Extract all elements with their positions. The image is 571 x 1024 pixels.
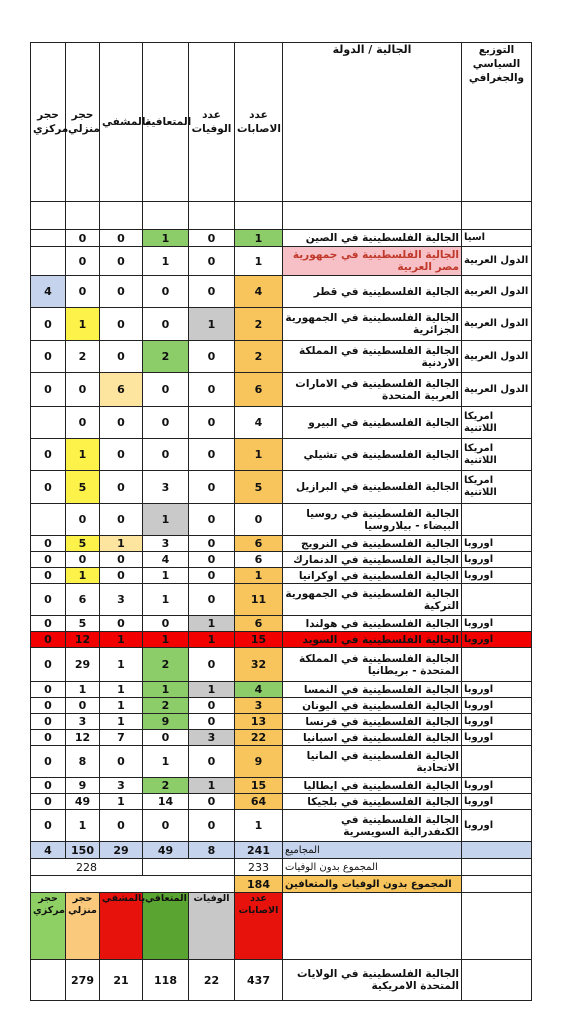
cell-hospital: 0 xyxy=(100,616,143,632)
cell-deaths: 3 xyxy=(189,730,235,746)
cell-country: الجالية الفلسطينية في جمهورية مصر العربية xyxy=(283,247,462,276)
cell-deaths: 0 xyxy=(189,247,235,276)
table-row xyxy=(31,746,532,778)
cell-hospital: 6 xyxy=(100,373,143,407)
cell-cases: 6 xyxy=(235,552,283,568)
cell-country: الجالية الفلسطينية في السويد xyxy=(283,632,462,648)
cell-home: 1 xyxy=(66,810,100,842)
cell-cases: 2 xyxy=(235,341,283,373)
cell-recovered: 1 xyxy=(143,632,189,648)
header-hospital: بالمشفي xyxy=(100,43,143,202)
cell-region xyxy=(462,746,532,778)
header-row xyxy=(31,43,532,202)
cell-hospital: 1 xyxy=(100,682,143,698)
total-home: 150 xyxy=(66,842,100,859)
cell-recovered: 0 xyxy=(143,407,189,439)
legend-cases: عدد الاصابات xyxy=(235,893,283,960)
table-row xyxy=(31,778,532,794)
cell-region: اوروبا xyxy=(462,616,532,632)
cell-recovered: 14 xyxy=(143,794,189,810)
cell-cases: 2 xyxy=(235,308,283,341)
cell-home: 0 xyxy=(66,407,100,439)
cell-home: 29 xyxy=(66,648,100,682)
legend-hospital: بالمشفي xyxy=(100,893,143,960)
cell-home: 6 xyxy=(66,584,100,616)
cell-region: امريكا اللاتنية xyxy=(462,439,532,471)
table-row xyxy=(31,552,532,568)
table-row xyxy=(31,439,532,471)
cell-recovered: 2 xyxy=(143,778,189,794)
usa-deaths: 22 xyxy=(189,960,235,1001)
cell-cases: 0 xyxy=(235,504,283,536)
header-home-quarantine: حجر منزلي xyxy=(66,43,100,202)
cell-deaths: 1 xyxy=(189,682,235,698)
no-deaths-recovered-label: المجموع بدون الوفيات والمتعافين xyxy=(283,876,462,893)
cell-hospital: 1 xyxy=(100,632,143,648)
cell-deaths: 1 xyxy=(189,308,235,341)
cell-recovered: 0 xyxy=(143,373,189,407)
cell-central: 0 xyxy=(31,648,66,682)
cell-country: الجالية الفلسطينية في الجمهورية الجزائرية xyxy=(283,308,462,341)
cell-country: الجالية الفلسطينية في الجمهورية التركية xyxy=(283,584,462,616)
cell-recovered: 3 xyxy=(143,471,189,504)
header-recovered: المتعافية xyxy=(143,43,189,202)
no-deaths-row xyxy=(31,859,532,876)
cell-hospital: 0 xyxy=(100,407,143,439)
cell-recovered: 0 xyxy=(143,730,189,746)
cell-region: اوروبا xyxy=(462,536,532,552)
table-row xyxy=(31,616,532,632)
cell-deaths: 0 xyxy=(189,276,235,308)
cell-home: 1 xyxy=(66,439,100,471)
cell-region: اوروبا xyxy=(462,714,532,730)
no-deaths-home-value: 228 xyxy=(31,859,143,876)
cell-cases: 1 xyxy=(235,810,283,842)
legend-row xyxy=(31,893,532,960)
cell-hospital: 0 xyxy=(100,746,143,778)
total-hospital: 29 xyxy=(100,842,143,859)
cell-region xyxy=(462,584,532,616)
table-row xyxy=(31,632,532,648)
cell-country: الجالية الفلسطينية في الدنمارك xyxy=(283,552,462,568)
cell-home: 12 xyxy=(66,632,100,648)
cell-central xyxy=(31,504,66,536)
no-deaths-cases-value: 233 xyxy=(235,859,283,876)
cell-deaths: 0 xyxy=(189,568,235,584)
cell-cases: 1 xyxy=(235,439,283,471)
table-row xyxy=(31,730,532,746)
cell-recovered: 1 xyxy=(143,746,189,778)
cell-hospital: 0 xyxy=(100,504,143,536)
cell-hospital: 0 xyxy=(100,341,143,373)
cell-home: 1 xyxy=(66,568,100,584)
cell-country: الجالية الفلسطينية في فرنسا xyxy=(283,714,462,730)
table-row xyxy=(31,648,532,682)
cell-deaths: 0 xyxy=(189,341,235,373)
cell-country: الجالية الفلسطينية في البيرو xyxy=(283,407,462,439)
cell-country: الجالية الفلسطينية في النرويج xyxy=(283,536,462,552)
cell-region: الدول العربية xyxy=(462,308,532,341)
cell-hospital: 1 xyxy=(100,536,143,552)
cell-cases: 64 xyxy=(235,794,283,810)
cell-home: 9 xyxy=(66,778,100,794)
cell-deaths: 0 xyxy=(189,471,235,504)
cell-cases: 3 xyxy=(235,698,283,714)
cell-country: الجالية الفلسطينية في بلجيكا xyxy=(283,794,462,810)
cell-hospital: 0 xyxy=(100,247,143,276)
cell-hospital: 3 xyxy=(100,584,143,616)
cell-region: اوروبا xyxy=(462,552,532,568)
no-deaths-recovered-value: 184 xyxy=(235,876,283,893)
cell-region: اوروبا xyxy=(462,568,532,584)
cell-region: اوروبا xyxy=(462,698,532,714)
table-row xyxy=(31,536,532,552)
usa-cases: 437 xyxy=(235,960,283,1001)
cell-deaths: 0 xyxy=(189,746,235,778)
table-row xyxy=(31,373,532,407)
cell-cases: 11 xyxy=(235,584,283,616)
cell-region: الدول العربية xyxy=(462,341,532,373)
cell-cases: 6 xyxy=(235,536,283,552)
cell-cases: 32 xyxy=(235,648,283,682)
cell-country: الجالية الفلسطينية في تشيلي xyxy=(283,439,462,471)
cell-recovered: 0 xyxy=(143,810,189,842)
cell-hospital: 3 xyxy=(100,778,143,794)
cell-home: 3 xyxy=(66,714,100,730)
cell-recovered: 1 xyxy=(143,682,189,698)
cell-region: الدول العربية xyxy=(462,247,532,276)
legend-recovered: المتعافي xyxy=(143,893,189,960)
cell-country: الجالية الفلسطينية في اسبانيا xyxy=(283,730,462,746)
totals-label: المجاميع xyxy=(283,842,462,859)
table-row xyxy=(31,794,532,810)
no-deaths-label: المجموع بدون الوفيات xyxy=(283,859,462,876)
cell-deaths: 1 xyxy=(189,778,235,794)
cell-central: 4 xyxy=(31,276,66,308)
table-row xyxy=(31,308,532,341)
cell-deaths: 0 xyxy=(189,648,235,682)
cell-deaths: 1 xyxy=(189,616,235,632)
cell-region: اوروبا xyxy=(462,810,532,842)
cell-hospital: 0 xyxy=(100,276,143,308)
header-cases: عدد الاصابات xyxy=(235,43,283,202)
cell-central: 0 xyxy=(31,730,66,746)
cell-region: الدول العربية xyxy=(462,373,532,407)
cell-central xyxy=(31,407,66,439)
cell-home: 5 xyxy=(66,471,100,504)
cell-recovered: 0 xyxy=(143,276,189,308)
cell-central: 0 xyxy=(31,536,66,552)
cell-cases: 15 xyxy=(235,632,283,648)
cell-central: 0 xyxy=(31,308,66,341)
cell-central: 0 xyxy=(31,616,66,632)
cell-hospital: 0 xyxy=(100,568,143,584)
cell-central: 0 xyxy=(31,568,66,584)
total-deaths: 8 xyxy=(189,842,235,859)
cell-region: اوروبا xyxy=(462,778,532,794)
cell-region: امريكا اللاتنية xyxy=(462,407,532,439)
cell-country: الجالية الفلسطينية في ايطاليا xyxy=(283,778,462,794)
cell-country: الجالية الفلسطينية في روسيا البيضاء - بيلاروسيا xyxy=(283,504,462,536)
cell-central: 0 xyxy=(31,584,66,616)
cell-home: 0 xyxy=(66,373,100,407)
cell-cases: 22 xyxy=(235,730,283,746)
cell-cases: 15 xyxy=(235,778,283,794)
spacer-row xyxy=(31,202,532,230)
cell-cases: 5 xyxy=(235,471,283,504)
cell-hospital: 1 xyxy=(100,648,143,682)
cell-country: الجالية الفلسطينية في الكنفدرالية السويسرية xyxy=(283,810,462,842)
cell-hospital: 1 xyxy=(100,698,143,714)
cell-central xyxy=(31,230,66,247)
cell-central: 0 xyxy=(31,682,66,698)
cell-region: الدول العربية xyxy=(462,276,532,308)
cell-cases: 1 xyxy=(235,230,283,247)
cell-hospital: 0 xyxy=(100,810,143,842)
cell-central: 0 xyxy=(31,373,66,407)
cell-country: الجالية الفلسطينية في اوكرانيا xyxy=(283,568,462,584)
cell-region xyxy=(462,648,532,682)
cell-country: الجالية الفلسطينية في البرازيل xyxy=(283,471,462,504)
cell-country: الجالية الفلسطينية في الصين xyxy=(283,230,462,247)
cell-cases: 4 xyxy=(235,682,283,698)
cell-central: 0 xyxy=(31,552,66,568)
cell-country: الجالية الفلسطينية في المملكة الاردنية xyxy=(283,341,462,373)
table-row xyxy=(31,698,532,714)
cell-region: اوروبا xyxy=(462,682,532,698)
cell-country: الجالية الفلسطينية في قطر xyxy=(283,276,462,308)
cell-region xyxy=(462,504,532,536)
cell-region: اسيا xyxy=(462,230,532,247)
total-cases: 241 xyxy=(235,842,283,859)
cell-home: 1 xyxy=(66,308,100,341)
cell-central: 0 xyxy=(31,698,66,714)
cell-deaths: 1 xyxy=(189,632,235,648)
cell-recovered: 1 xyxy=(143,247,189,276)
cell-recovered: 1 xyxy=(143,584,189,616)
table-row xyxy=(31,276,532,308)
cell-hospital: 7 xyxy=(100,730,143,746)
cell-home: 0 xyxy=(66,698,100,714)
cell-country: الجالية الفلسطينية في اليونان xyxy=(283,698,462,714)
cell-cases: 4 xyxy=(235,276,283,308)
cell-deaths: 0 xyxy=(189,584,235,616)
cell-recovered: 0 xyxy=(143,439,189,471)
table-row xyxy=(31,341,532,373)
cell-recovered: 2 xyxy=(143,698,189,714)
cell-recovered: 3 xyxy=(143,536,189,552)
cell-deaths: 0 xyxy=(189,552,235,568)
usa-row xyxy=(31,960,532,1001)
cell-central: 0 xyxy=(31,746,66,778)
cell-cases: 9 xyxy=(235,746,283,778)
table-row xyxy=(31,810,532,842)
cell-country: الجالية الفلسطينية في هولندا xyxy=(283,616,462,632)
cell-central: 0 xyxy=(31,810,66,842)
legend-central: حجر مركزي xyxy=(31,893,66,960)
cell-home: 8 xyxy=(66,746,100,778)
table-row xyxy=(31,247,532,276)
usa-hospital: 21 xyxy=(100,960,143,1001)
table-row xyxy=(31,230,532,247)
cell-home: 0 xyxy=(66,247,100,276)
cell-central xyxy=(31,247,66,276)
cell-recovered: 2 xyxy=(143,341,189,373)
cell-hospital: 0 xyxy=(100,230,143,247)
cell-home: 0 xyxy=(66,230,100,247)
header-region: التوزيع السياسي والجغرافي xyxy=(462,43,532,202)
cell-deaths: 0 xyxy=(189,698,235,714)
cell-home: 0 xyxy=(66,552,100,568)
cell-recovered: 0 xyxy=(143,308,189,341)
cell-central: 0 xyxy=(31,439,66,471)
cell-deaths: 0 xyxy=(189,407,235,439)
cell-recovered: 1 xyxy=(143,504,189,536)
cell-recovered: 0 xyxy=(143,616,189,632)
usa-home: 279 xyxy=(66,960,100,1001)
cell-deaths: 0 xyxy=(189,504,235,536)
cell-home: 5 xyxy=(66,616,100,632)
cell-central: 0 xyxy=(31,341,66,373)
cell-cases: 1 xyxy=(235,568,283,584)
cell-hospital: 0 xyxy=(100,439,143,471)
cell-central: 0 xyxy=(31,794,66,810)
totals-row xyxy=(31,842,532,859)
cell-home: 12 xyxy=(66,730,100,746)
cell-country: الجالية الفلسطينية في الامارات العربية المتحدة xyxy=(283,373,462,407)
total-recovered: 49 xyxy=(143,842,189,859)
cell-recovered: 9 xyxy=(143,714,189,730)
cell-home: 5 xyxy=(66,536,100,552)
cell-cases: 6 xyxy=(235,373,283,407)
cell-cases: 13 xyxy=(235,714,283,730)
table-row xyxy=(31,714,532,730)
covid-cases-table xyxy=(30,42,532,1001)
cell-hospital: 0 xyxy=(100,552,143,568)
cell-deaths: 0 xyxy=(189,373,235,407)
cell-central: 0 xyxy=(31,714,66,730)
cell-hospital: 0 xyxy=(100,471,143,504)
no-deaths-recovered-row xyxy=(31,876,532,893)
cell-central: 0 xyxy=(31,778,66,794)
cell-country: الجالية الفلسطينية في النمسا xyxy=(283,682,462,698)
table-row xyxy=(31,568,532,584)
table-row xyxy=(31,471,532,504)
cell-recovered: 1 xyxy=(143,568,189,584)
usa-recovered: 118 xyxy=(143,960,189,1001)
cell-cases: 1 xyxy=(235,247,283,276)
header-deaths: عدد الوفيات xyxy=(189,43,235,202)
cell-deaths: 0 xyxy=(189,714,235,730)
usa-central xyxy=(31,960,66,1001)
table-row xyxy=(31,407,532,439)
cell-region: اوروبا xyxy=(462,730,532,746)
cell-home: 0 xyxy=(66,504,100,536)
table-row xyxy=(31,584,532,616)
cell-deaths: 0 xyxy=(189,439,235,471)
header-country: الجالية / الدولة xyxy=(283,43,462,202)
cell-hospital: 1 xyxy=(100,794,143,810)
cell-central: 0 xyxy=(31,471,66,504)
cell-deaths: 0 xyxy=(189,810,235,842)
cell-country: الجالية الفلسطينية في المملكة المتحدة - بريطانيا xyxy=(283,648,462,682)
cell-deaths: 0 xyxy=(189,536,235,552)
cell-deaths: 0 xyxy=(189,230,235,247)
cell-cases: 4 xyxy=(235,407,283,439)
cell-recovered: 1 xyxy=(143,230,189,247)
table-row xyxy=(31,682,532,698)
cell-home: 0 xyxy=(66,276,100,308)
cell-recovered: 2 xyxy=(143,648,189,682)
cell-region: امريكا اللاتنية xyxy=(462,471,532,504)
cell-home: 49 xyxy=(66,794,100,810)
cell-region: اوروبا xyxy=(462,632,532,648)
cell-hospital: 0 xyxy=(100,308,143,341)
cell-cases: 6 xyxy=(235,616,283,632)
legend-deaths: الوفيات xyxy=(189,893,235,960)
total-central: 4 xyxy=(31,842,66,859)
usa-country: الجالية الفلسطينية في الولايات المتحدة الامريكية xyxy=(283,960,462,1001)
legend-home: حجر منزلي xyxy=(66,893,100,960)
table-row xyxy=(31,504,532,536)
cell-hospital: 1 xyxy=(100,714,143,730)
cell-home: 1 xyxy=(66,682,100,698)
cell-region: اوروبا xyxy=(462,794,532,810)
cell-recovered: 4 xyxy=(143,552,189,568)
cell-country: الجالية الفلسطينية في المانيا الاتحادية xyxy=(283,746,462,778)
cell-home: 2 xyxy=(66,341,100,373)
cell-central: 0 xyxy=(31,632,66,648)
cell-deaths: 0 xyxy=(189,794,235,810)
header-central-quarantine: حجر مركزي xyxy=(31,43,66,202)
